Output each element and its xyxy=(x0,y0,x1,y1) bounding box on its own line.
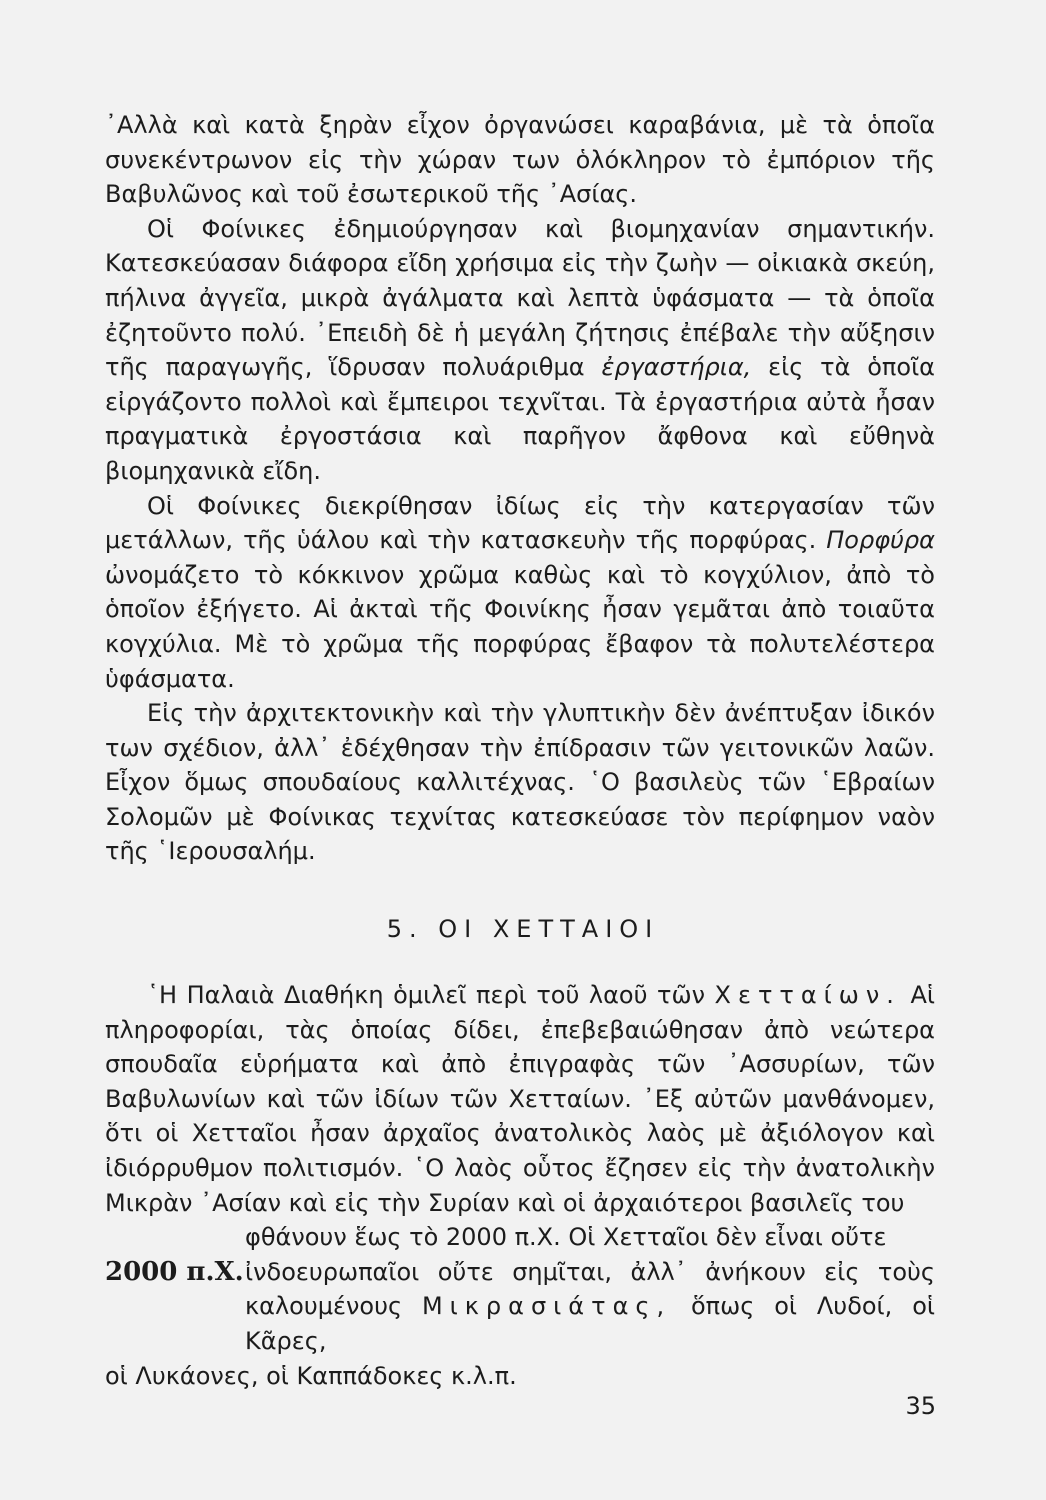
margin-note-row xyxy=(105,1255,935,1359)
indented-text-b: ὅπως οἱ Λυδοί, οἱ Κᾶρες, xyxy=(245,1292,935,1355)
paragraph-hittites-text-b: Αἱ πληροφορίαι, τὰς ὁποίας δίδει, ἐπεβεβαιώθησαν ἀπὸ νεώτερα σπουδαῖα εὑρήματα καὶ ἀπὸ ἐπιγραφὰς τῶν ᾿Ασσυρίων, τῶν Βαβυλωνίων καὶ τῶν ἰδίων τῶν Χετταίων. ᾿Εξ αὐτῶν μανθάνομεν, ὅτι οἱ Χετταῖοι ἦσαν ἀρχαῖος ἀνατολικὸς λαὸς μὲ ἀξιόλογον καὶ ἰδιόρρυθμον πολιτισμόν. ῾Ο λαὸς οὗτος ἔζησεν εἰς τὴν ἀνατολικὴν Μικρὰν ᾿Ασίαν καὶ εἰς τὴν Συρίαν καὶ οἱ ἀρχαιότεροι βασιλεῖς του xyxy=(105,981,936,1217)
section-phoenicians-text xyxy=(105,108,935,869)
section-hittites-text xyxy=(105,978,935,1393)
margin-note-date: 2000 π.Χ. xyxy=(105,1256,244,1287)
paragraph-industry-text-b: εἰς τὰ ὁποῖα εἰργάζοντο πολλοὶ καὶ ἔμπειροι τεχνῖται. Τὰ ἐργαστήρια αὐτὰ ἦσαν πραγματικὰ ἐργοστάσια καὶ παρῆγον ἄφθονα καὶ εὔθηνὰ βιομηχανικὰ εἴδη. xyxy=(105,353,936,485)
paragraph-hittites xyxy=(105,978,935,1220)
emphasis-porfyra: Πορφύρα xyxy=(826,526,935,555)
paragraph-hittites-text-a: ῾Η Παλαιὰ Διαθήκη ὁμιλεῖ περὶ τοῦ λαοῦ τῶν xyxy=(147,981,715,1009)
paragraph-purple xyxy=(105,489,935,697)
paragraph-industry-text-a: Οἱ Φοίνικες ἐδημιούργησαν καὶ βιομηχανίαν σημαντικήν. Κατεσκεύασαν διάφορα εἴδη χρήσιμα εἰς τὴν ζωὴν — οἰκιακὰ σκεύη, πήλινα ἀγγεῖα, μικρὰ ἀγάλματα καὶ λεπτὰ ὑφάσματα — τὰ ὁποῖα ἐζητοῦντο πολύ. ᾿Επειδὴ δὲ ἡ μεγάλη ζήτησις ἐπέβαλε τὴν αὔξησιν τῆς παραγωγῆς, ἵδρυσαν πολυάριθμα xyxy=(105,214,935,382)
paragraph-industry xyxy=(105,212,935,489)
section-heading: 5. ΟΙ ΧΕΤΤΑΙΟΙ xyxy=(386,915,660,943)
paragraph-purple-text-b: ὠνομάζετο τὸ κόκκινον χρῶμα καθὼς καὶ τὸ κογχύλιον, ἀπὸ τὸ ὁποῖον ἐξήγετο. Αἱ ἀκταὶ τῆς Φοινίκης ἦσαν γεμᾶται ἀπὸ τοιαῦτα κογχύλια. Μὲ τὸ χρῶμα τῆς πορφύρας ἔβαφον τὰ πολυτελέστερα ὑφάσματα. xyxy=(105,560,935,693)
page-number: 35 xyxy=(905,1392,936,1420)
emphasis-ergastiria: ἐργαστήρια, xyxy=(601,353,752,382)
indented-text xyxy=(245,1255,935,1359)
paragraph-caravans: ᾿Αλλὰ καὶ κατὰ ξηρὰν εἶχον ὀργανώσει καραβάνια, μὲ τὰ ὁποῖα συνεκέντρωνον εἰς τὴν χώραν των ὁλόκληρον τὸ ἐμπόριον τῆς Βαβυλῶνος καὶ τοῦ ἐσωτερικοῦ τῆς ᾿Ασίας. xyxy=(105,111,935,209)
indented-text-a: ἰνδοευρωπαῖοι οὔτε σημῖται, ἀλλ᾿ ἀνήκουν εἰς τοὺς καλουμένους xyxy=(245,1257,935,1321)
indented-line: φθάνουν ἕως τὸ 2000 π.Χ. Οἱ Χετταῖοι δὲν εἶναι οὔτε xyxy=(245,1223,887,1252)
spaced-word-asia-minor: Μικρασιάτας, xyxy=(421,1292,672,1321)
paragraph-purple-text-a: Οἱ Φοίνικες διεκρίθησαν ἰδίως εἰς τὴν κατεργασίαν τῶν μετάλλων, τῆς ὑάλου καὶ τὴν κατασκευὴν τῆς πορφύρας. xyxy=(105,491,935,555)
closing-line: οἱ Λυκάονες, οἱ Καππάδοκες κ.λ.π. xyxy=(105,1361,517,1390)
spaced-word-hittites: Χετταίων. xyxy=(714,981,901,1009)
paragraph-architecture: Εἰς τὴν ἀρχιτεκτονικὴν καὶ τὴν γλυπτικὴν δὲν ἀνέπτυξαν ἰδικόν των σχέδιον, ἀλλ᾿ ἐδέχθησαν τὴν ἐπίδρασιν τῶν γειτονικῶν λαῶν. Εἶχον ὅμως σπουδαίους καλλιτέχνας. ῾Ο βασιλεὺς τῶν ῾Εβραίων Σολομῶν μὲ Φοίνικας τεχνίτας κατεσκεύασε τὸν περίφημον ναὸν τῆς ῾Ιερουσαλήμ. xyxy=(105,699,935,866)
